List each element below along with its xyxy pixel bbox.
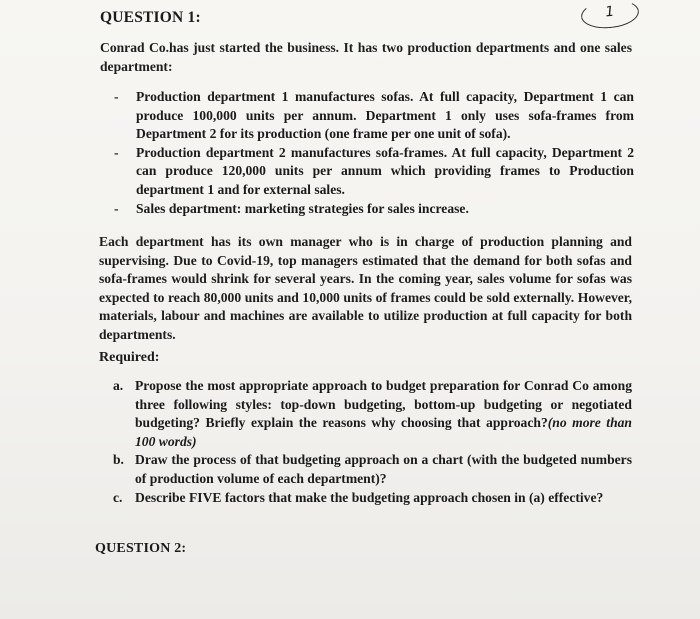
- circled-page-number: [580, 0, 641, 31]
- required-item-marker: a.: [113, 378, 124, 393]
- circled-page-number-text: 1: [604, 3, 616, 21]
- required-item: [113, 451, 632, 488]
- required-item-marker: b.: [113, 452, 124, 468]
- department-item: [114, 200, 634, 219]
- question-1-title: QUESTION 1:: [100, 9, 201, 26]
- department-item: [114, 144, 634, 200]
- required-item-text: Propose the most appropriate approach to budget preparation for Conrad Co among three following styles: top-down budgeting, bottom-up budgeting or negotiated budgeting? Briefly explain the reasons why choosing that approach?: [135, 378, 632, 431]
- department-text: Sales department: marketing strategies for sales increase.: [136, 200, 469, 216]
- required-item-text: Draw the process of that budgeting approach on a chart (with the budgeted numbers of production volume of each department)?: [135, 452, 632, 486]
- department-text: Production department 1 manufactures sofas. At full capacity, Department 1 can produce 100,000 units per annum. Department 1 only uses sofa-frames from Department 2 for its production (one frame per one unit of sofa).: [136, 89, 634, 142]
- bullet-dash-icon: -: [114, 89, 119, 104]
- question-2-title: QUESTION 2:: [95, 541, 187, 556]
- bullet-dash-icon: -: [114, 200, 119, 216]
- required-title: Required:: [99, 350, 160, 365]
- required-item-marker: c.: [113, 489, 123, 505]
- bullet-dash-icon: -: [114, 144, 119, 160]
- department-text: Production department 2 manufactures sofa-frames. At full capacity, Department 2 can produce 120,000 units per annum which providing frames to Production department 1 and for external sales.: [136, 144, 634, 197]
- question-1-intro: Conrad Co.has just started the business. It has two production departments and one sales department:: [100, 40, 632, 74]
- required-list: [113, 377, 632, 507]
- required-item: [113, 489, 632, 508]
- required-item: [113, 377, 632, 451]
- required-item-text: Describe FIVE factors that make the budgeting approach chosen in (a) effective?: [135, 489, 604, 505]
- department-item: [114, 88, 634, 144]
- department-list: [114, 88, 634, 218]
- required-item-note: (no more than 100 words): [135, 415, 632, 449]
- question-1-body: Each department has its own manager who is in charge of production planning and supervising. Due to Covid-19, top managers estimated that the demand for both sofas and sofa-frames would shrink for several years. In the coming year, sales volume for sofas was expected to reach 80,000 units and 10,000 units of frames could be sold externally. However, materials, labour and machines are available to utilize production at full capacity for both departments.: [99, 234, 632, 342]
